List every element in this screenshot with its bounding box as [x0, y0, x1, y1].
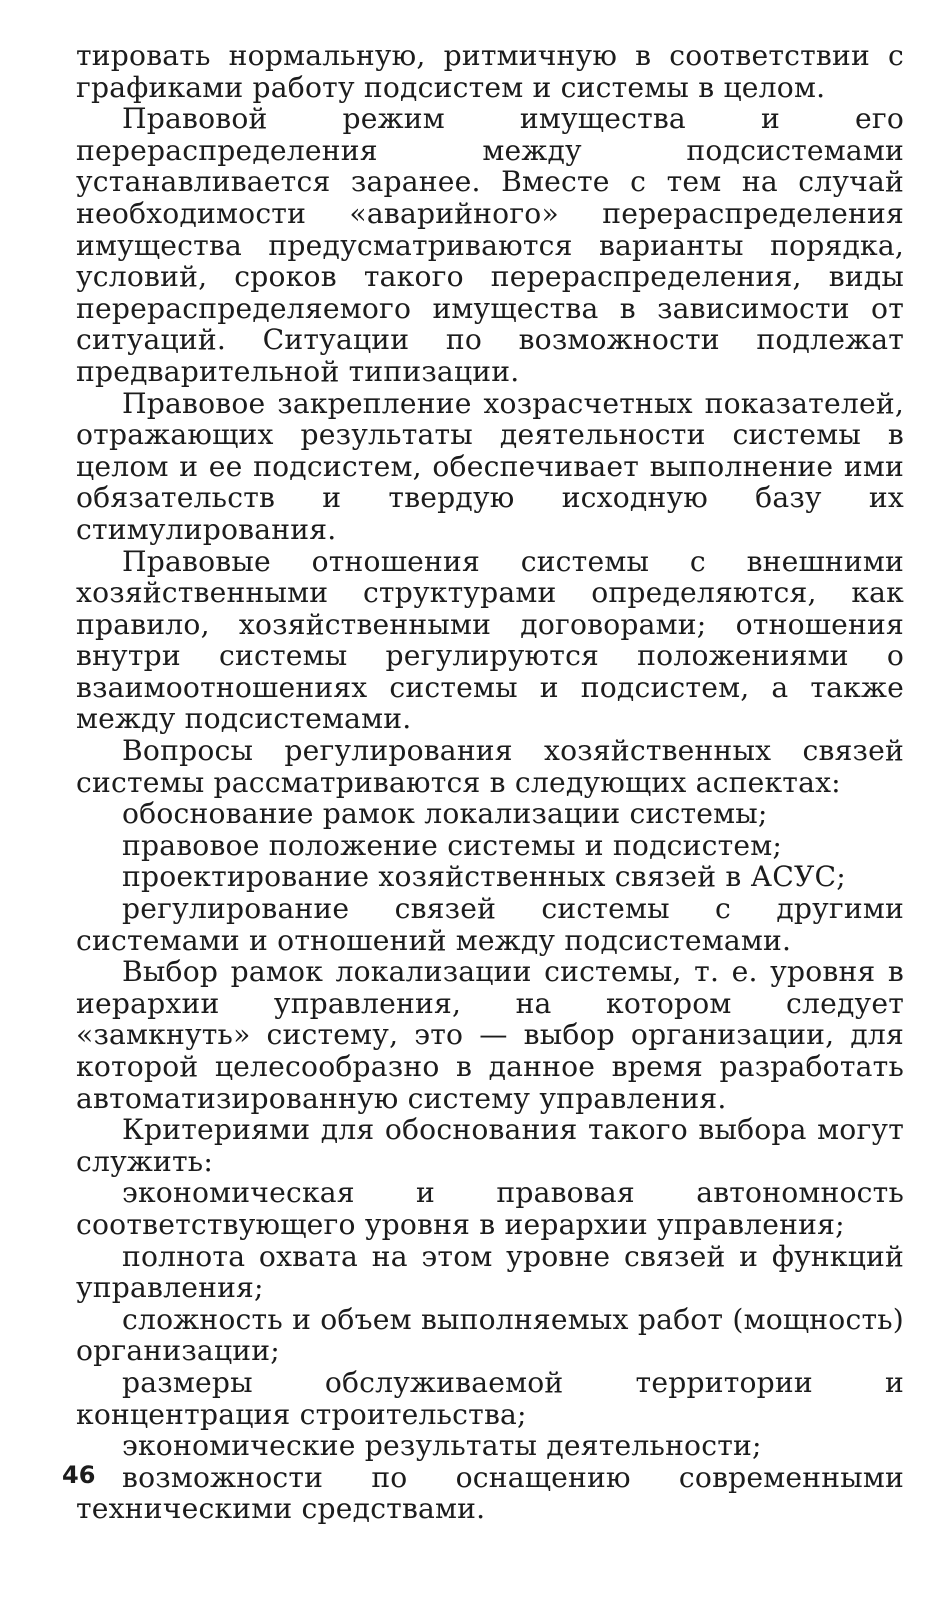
list-item-criterion-3: сложность и объем выполняемых работ (мощность) организации; [76, 1302, 904, 1368]
paragraph-regulation-aspects: Вопросы регулирования хозяйственных связей системы рассматриваются в следующих аспектах: [76, 734, 904, 799]
list-item-criterion-2: полнота охвата на этом уровне связей и функций управления; [76, 1239, 904, 1305]
paragraph-localization-choice: Выбор рамок локализации системы, т. е. уровня в иерархии управления, на котором следует «замкнуть» систему, это — выбор организации, для которой целесообразно в данное время разработать автоматизированную систему управления. [76, 955, 904, 1115]
paragraph-cost-accounting: Правовое закрепление хозрасчетных показателей, отражающих результаты деятельности системы в целом и ее подсистем, обеспечивает выполнение ими обязательств и твердую исходную базу их стимулирования. [76, 386, 904, 546]
list-item-aspect-4: регулирование связей системы с другими системами и отношений между подсистемами. [76, 892, 904, 957]
page-number: 46 [62, 1461, 96, 1489]
paragraph-legal-relations: Правовые отношения системы с внешними хозяйственными структурами определяются, как правило, хозяйственными договорами; отношения внутри системы регулируются положениями о взаимоотношениях системы и подсистем, а также между подсистемами. [76, 544, 904, 736]
list-item-criterion-6: возможности по оснащению современными техническими средствами. [76, 1460, 904, 1526]
list-item-aspect-3: проектирование хозяйственных связей в АСУС; [122, 860, 847, 894]
list-item-aspect-2: правовое положение системы и подсистем; [122, 828, 783, 862]
list-item-criterion-1: экономическая и правовая автономность соответствующего уровня в иерархии управления; [76, 1176, 904, 1241]
page-text [76, 40, 904, 1525]
paragraph-property-regime: Правовой режим имущества и его перераспределения между подсистемами устанавливается заранее. Вместе с тем на случай необходимости «аварийного» перераспределения имущества предусматриваются варианты порядка, условий, сроков такого перераспределения, виды перераспределяемого имущества в зависимости от ситуаций. Ситуации по возможности подлежат предварительной типизации. [76, 102, 904, 388]
list-item-criterion-5: экономические результаты деятельности; [122, 1429, 762, 1463]
paragraph-criteria-intro: Критериями для обоснования такого выбора могут служить: [76, 1113, 904, 1178]
paragraph-continuation: тировать нормальную, ритмичную в соответствии с графиками работу подсистем и системы в целом. [76, 39, 904, 104]
list-item-criterion-4: размеры обслуживаемой территории и концентрация строительства; [76, 1365, 904, 1431]
list-item-aspect-1: обоснование рамок локализации системы; [122, 797, 768, 831]
